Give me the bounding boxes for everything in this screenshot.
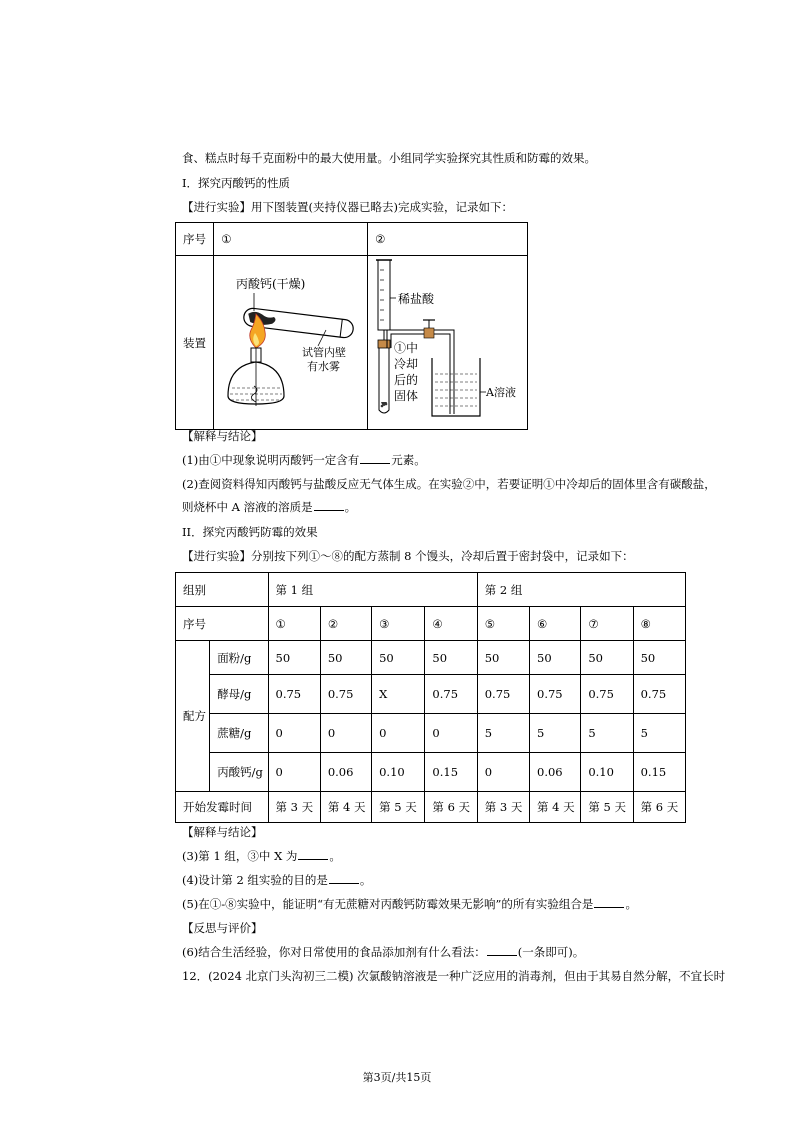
table-cell: 第 4 天	[530, 792, 581, 823]
seq-cell: ④	[425, 607, 477, 641]
row-label-flour: 面粉/g	[210, 641, 268, 675]
page-number: 第3页/共15页	[362, 1071, 432, 1084]
table-cell: 0	[268, 714, 320, 753]
clamp-icon	[423, 320, 435, 338]
table-cell: 5	[530, 714, 581, 753]
figure1-cell	[214, 256, 368, 430]
heating-apparatus-figure	[214, 256, 366, 426]
table-cell: 50	[320, 641, 371, 675]
seq-cell: ①	[268, 607, 320, 641]
conclusion-heading-2: 【解释与结论】	[182, 825, 263, 839]
group2-header: 第 2 组	[477, 573, 685, 607]
table-cell: 0.75	[320, 675, 371, 714]
table-cell: 50	[581, 641, 633, 675]
alcohol-lamp-icon	[228, 348, 284, 406]
answer-blank-5[interactable]	[594, 896, 624, 908]
table-cell: 0	[268, 753, 320, 792]
question-5: (5)在①-⑧实验中，能证明“有无蔗糖对丙酸钙防霉效果无影响”的所有实验组合是 。	[182, 897, 637, 911]
table-cell: 50	[530, 641, 581, 675]
beaker-icon	[432, 358, 480, 416]
table-cell: 第 5 天	[372, 792, 425, 823]
mold-time-label: 开始发霉时间	[176, 792, 269, 823]
question-6: (6)结合生活经验，你对日常使用的食品添加剂有什么看法： (一条即可)。	[182, 945, 585, 959]
part1-heading: I．探究丙酸钙的性质	[182, 176, 291, 190]
figure1-label-top: 丙酸钙(干燥)	[236, 277, 306, 291]
table-cell: 5	[581, 714, 633, 753]
apparatus-label: 装置	[176, 256, 214, 430]
seq-cell: ⑦	[581, 607, 633, 641]
seq-cell: ⑤	[477, 607, 529, 641]
question-4: (4)设计第 2 组实验的目的是 。	[182, 873, 372, 887]
table-cell: 0	[477, 753, 529, 792]
col1-header: ①	[214, 223, 368, 256]
col2-header: ②	[368, 223, 528, 256]
part2-heading: II．探究丙酸钙防霉的效果	[182, 525, 318, 539]
seq-cell: ⑧	[633, 607, 685, 641]
seq-header: 序号	[176, 223, 214, 256]
question-1: (1)由①中现象说明丙酸钙一定含有 元素。	[182, 453, 426, 467]
table-cell: 0.75	[633, 675, 685, 714]
table-cell: X	[372, 675, 425, 714]
apparatus-table	[175, 222, 528, 430]
table-cell: 0.10	[581, 753, 633, 792]
answer-blank-4[interactable]	[329, 872, 359, 884]
table-cell: 0.10	[372, 753, 425, 792]
figure2-label-solid-4: 固体	[394, 389, 419, 403]
table-cell: 0.75	[581, 675, 633, 714]
conclusion-heading-1: 【解释与结论】	[182, 429, 263, 443]
row-label-calcium-propionate: 丙酸钙/g	[210, 753, 268, 792]
table-cell: 50	[372, 641, 425, 675]
question-2-line-2: 则烧杯中 A 溶液的溶质是 。	[182, 500, 357, 514]
figure2-label-solid-1: ①中	[394, 341, 419, 355]
table-cell: 0.15	[425, 753, 477, 792]
part1-experiment-intro: 【进行实验】用下图装置(夹持仪器已略去)完成实验，记录如下：	[182, 200, 513, 214]
reflection-heading: 【反思与评价】	[182, 921, 263, 935]
reaction-tube-icon	[378, 340, 390, 413]
seq-cell: ②	[320, 607, 371, 641]
table-cell: 第 3 天	[477, 792, 529, 823]
formula-label: 配方	[176, 641, 210, 792]
seq-cell: ③	[372, 607, 425, 641]
row-label-yeast: 酵母/g	[210, 675, 268, 714]
table-cell: 0.75	[425, 675, 477, 714]
table-cell: 0.75	[530, 675, 581, 714]
figure2-label-acid: 稀盐酸	[398, 292, 435, 306]
table-cell: 50	[268, 641, 320, 675]
table-cell: 第 6 天	[633, 792, 685, 823]
table-cell: 50	[425, 641, 477, 675]
table-cell: 0.06	[530, 753, 581, 792]
figure2-label-solid-3: 后的	[394, 373, 419, 387]
table-cell: 0.06	[320, 753, 371, 792]
table-cell: 50	[633, 641, 685, 675]
part2-experiment-intro: 【进行实验】分别按下列①～⑧的配方蒸制 8 个馒头，冷却后置于密封袋中，记录如下：	[182, 549, 634, 563]
group1-header: 第 1 组	[268, 573, 477, 607]
figure2-label-solid-2: 冷却	[394, 357, 419, 371]
seq-label: 序号	[176, 607, 269, 641]
table-cell: 0	[425, 714, 477, 753]
answer-blank-3[interactable]	[298, 848, 328, 860]
answer-blank-2[interactable]	[314, 499, 344, 511]
table-cell: 5	[633, 714, 685, 753]
figure1-label-wall-2: 有水雾	[307, 360, 341, 373]
figure2-label-solution: A溶液	[486, 386, 517, 399]
answer-blank-6[interactable]	[487, 944, 517, 956]
table-cell: 0	[372, 714, 425, 753]
table-cell: 第 5 天	[581, 792, 633, 823]
question-12-line: 12．(2024 北京门头沟初三二模) 次氯酸钠溶液是一种广泛应用的消毒剂，但由于其易自然分解，不宜长时	[182, 969, 726, 983]
syringe-icon	[376, 260, 392, 340]
table-cell: 第 3 天	[268, 792, 320, 823]
answer-blank-1[interactable]	[360, 452, 390, 464]
table-cell: 第 4 天	[320, 792, 371, 823]
group-header: 组别	[176, 573, 269, 607]
intro-line: 食、糕点时每千克面粉中的最大使用量。小组同学实验探究其性质和防霉的效果。	[182, 151, 596, 165]
table-cell: 5	[477, 714, 529, 753]
figure1-label-wall-1: 试管内壁	[302, 346, 347, 359]
table-cell: 0	[320, 714, 371, 753]
table-cell: 0.75	[268, 675, 320, 714]
question-3: (3)第 1 组，③中 X 为 。	[182, 849, 341, 863]
figure2-cell	[368, 256, 528, 430]
table-cell: 50	[477, 641, 529, 675]
table-cell: 第 6 天	[425, 792, 477, 823]
acid-apparatus-figure	[368, 256, 526, 426]
seq-cell: ⑥	[530, 607, 581, 641]
row-label-sugar: 蔗糖/g	[210, 714, 268, 753]
table-cell: 0.15	[633, 753, 685, 792]
formula-table	[175, 572, 686, 823]
question-2-line-1: (2)查阅资料得知丙酸钙与盐酸反应无气体生成。在实验②中，若要证明①中冷却后的固体里含有碳酸盐，	[182, 477, 716, 491]
table-cell: 0.75	[477, 675, 529, 714]
